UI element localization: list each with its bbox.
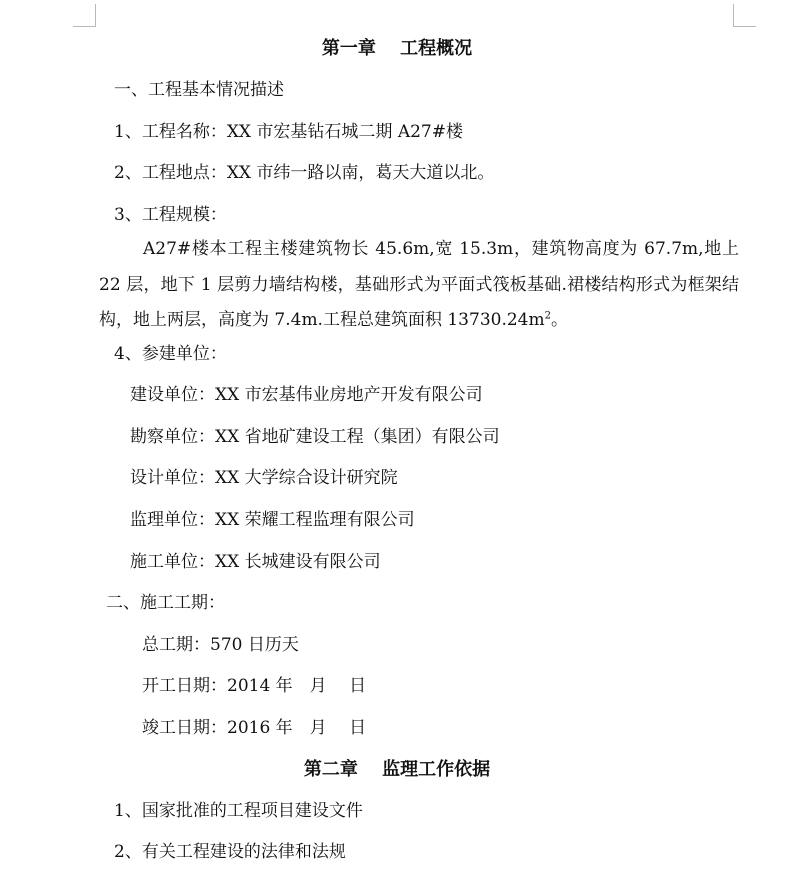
project-scale-end: 。 <box>550 310 568 330</box>
project-scale-paragraph <box>99 232 739 339</box>
area-unit-superscript: 2 <box>544 310 551 322</box>
project-scale-text: A27#楼本工程主楼建筑物长 45.6m,宽 15.3m，建筑物高度为 67.7m,地上 22 层，地下 1 层剪力墙结构楼，基础形式为平面式筏板基础.裙楼结构形式为框架结构，地上两层，高度为 7.4m.工程总建筑面积 13730.24m <box>99 239 739 330</box>
basis-item-1: 1、国家批准的工程项目建设文件 <box>114 801 363 821</box>
project-name: 1、工程名称：XX 市宏基钻石城二期 A27#楼 <box>114 122 463 142</box>
chapter-1-title: 第一章 工程概况 <box>321 38 473 59</box>
crop-mark-top-right <box>733 4 756 27</box>
section-1-heading: 一、工程基本情况描述 <box>114 80 284 100</box>
participant-design: 设计单位：XX 大学综合设计研究院 <box>130 468 398 488</box>
participant-owner: 建设单位：XX 市宏基伟业房地产开发有限公司 <box>130 385 483 405</box>
basis-item-2: 2、有关工程建设的法律和法规 <box>114 842 346 862</box>
start-date: 开工日期：2014 年 月 日 <box>142 676 367 696</box>
participants-heading: 4、参建单位： <box>114 344 227 364</box>
total-duration: 总工期：570 日历天 <box>142 635 299 655</box>
project-location: 2、工程地点：XX 市纬一路以南，葛天大道以北。 <box>114 163 495 183</box>
participant-survey: 勘察单位：XX 省地矿建设工程（集团）有限公司 <box>130 427 500 447</box>
crop-mark-top-left <box>73 4 96 27</box>
chapter-2-title: 第二章 监理工作依据 <box>303 759 491 780</box>
section-2-heading: 二、施工工期： <box>106 593 225 613</box>
end-date: 竣工日期：2016 年 月 日 <box>142 718 367 738</box>
project-scale-heading: 3、工程规模： <box>114 205 227 225</box>
participant-supervision: 监理单位：XX 荣耀工程监理有限公司 <box>130 510 415 530</box>
participant-construction: 施工单位：XX 长城建设有限公司 <box>130 552 381 572</box>
